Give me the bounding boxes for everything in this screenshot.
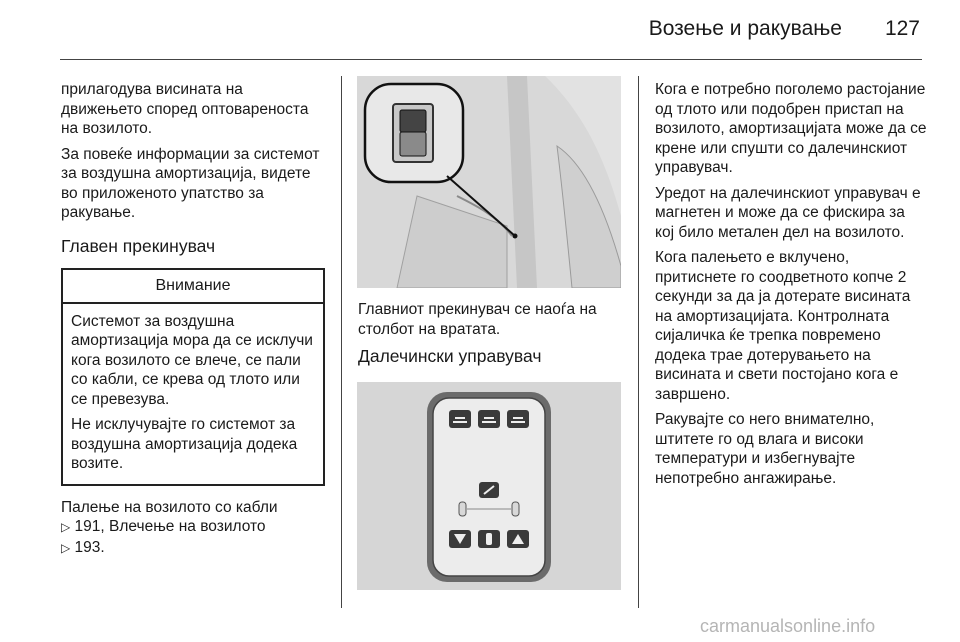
main-switch-illustration: [357, 76, 621, 288]
paragraph: Кога палењето е вклучено, притиснете го соодветното копче 2 секунди за да ја дотерате висината на амортизацијата. Контролната сијаличка ќе трепка повремено додека трае дотерувањето на висината и свети постојано кога е завршено.: [655, 249, 911, 403]
triangle-right-icon: ▷: [61, 520, 71, 534]
paragraph: прилагодува висината на движењето според оптовареноста на возилото.: [61, 81, 309, 137]
warning-title: Внимание: [63, 270, 323, 304]
remote-control-illustration: [357, 382, 621, 590]
paragraph: Уредот на далечинскиот управувач е магнетен и може да се фискира за кој било метален дел на возилото.: [655, 184, 921, 241]
remote-control-drawing: [357, 382, 621, 590]
watermark: carmanualsonline.info: [700, 616, 876, 636]
paragraph: За повеќе информации за системот за воздушна амортизација, видете во приложеното упатство за ракување.: [61, 145, 320, 221]
xref-link-193[interactable]: 193.: [74, 538, 105, 556]
xref-text: Палење на возилото со кабли: [61, 498, 278, 516]
section-heading-main-switch: Главен прекинувач: [61, 235, 216, 256]
warning-box: [61, 268, 325, 486]
door-pillar-switch-drawing: [357, 76, 621, 288]
paragraph-xref: [61, 498, 327, 559]
column-1: [61, 80, 327, 564]
triangle-right-icon: ▷: [61, 540, 71, 555]
column-divider-1: [341, 76, 342, 608]
header-rule: [60, 59, 922, 60]
column-divider-2: [638, 76, 639, 608]
column-3: [655, 80, 927, 494]
xref-link-191[interactable]: 191, Влечење на возилото: [74, 518, 266, 535]
warning-paragraph: Системот за воздушна амортизација мора да се исклучи кога возилото се влече, се пали со кабли, се крева од тлото или се превезува.: [71, 312, 313, 408]
top-button-row: [449, 410, 529, 428]
warning-body: [63, 304, 323, 484]
page-number: 127: [884, 17, 920, 40]
section-heading-remote-control: Далечински управувач: [358, 346, 542, 366]
figure-caption: Главниот прекинувач се наоѓа на столбот на вратата.: [358, 301, 597, 338]
header-title: Возење и ракување: [648, 17, 842, 40]
bottom-button-row: [449, 530, 529, 548]
page-header: [0, 0, 960, 60]
paragraph: Ракувајте со него внимателно, штитете го од влага и високи температури и избегнувајте непотребно ангажирање.: [655, 411, 875, 487]
paragraph: Кога е потребно поголемо растојание од тлото или подобрен пристап на возилото, амортизацијата може да се крене или спушти со далечинскиот управувач.: [655, 81, 927, 176]
warning-paragraph: Не исклучувајте го системот за воздушна амортизација додека возите.: [71, 416, 298, 472]
